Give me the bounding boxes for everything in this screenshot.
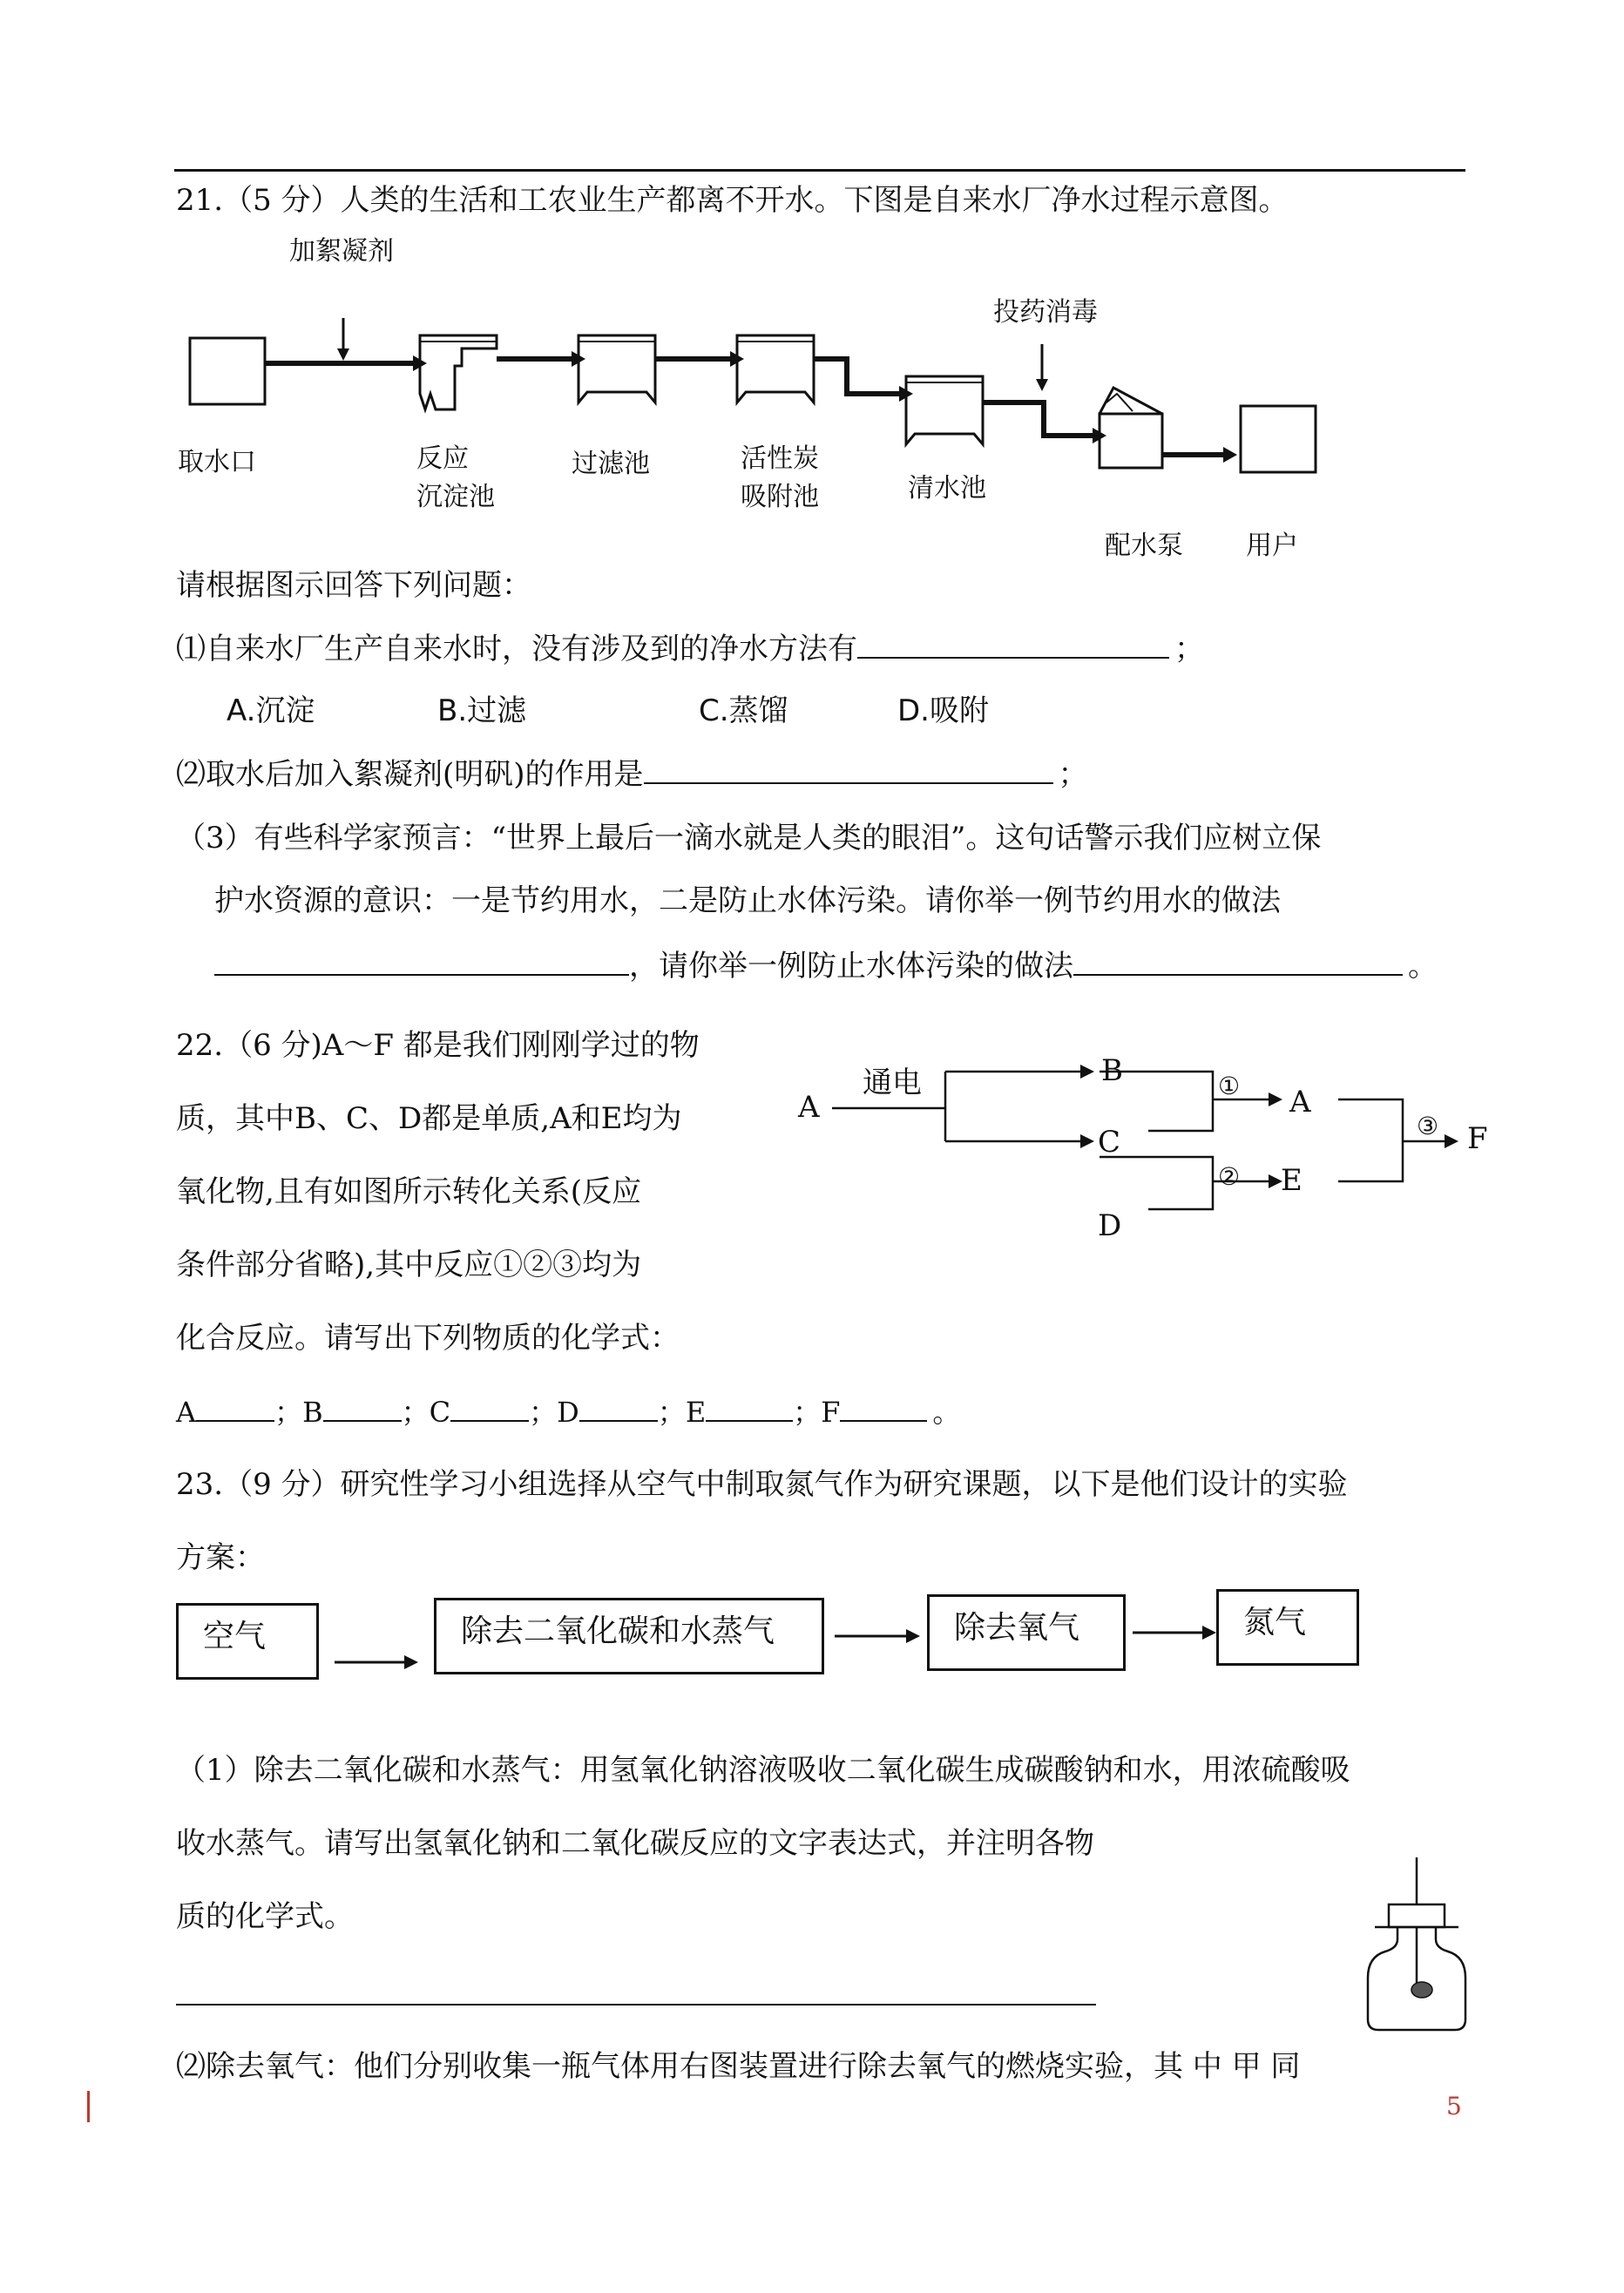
reaction-marker-3: ③: [1417, 1112, 1439, 1140]
q22-answer-d-label: ；D: [529, 1396, 579, 1429]
reaction-node-e: E: [1281, 1163, 1303, 1198]
reaction-node-a-start: A: [798, 1090, 820, 1125]
q21-option-d: D.吸附: [897, 693, 989, 728]
flow-box-remove-co2-h2o: 除去二氧化碳和水蒸气: [434, 1598, 824, 1674]
q22-line-5: 化合反应。请写出下列物质的化学式：: [176, 1321, 680, 1356]
q23-p2-line1: ⑵除去氧气：他们分别收集一瓶气体用右图装置进行除去氧气的燃烧实验，其 中 甲 同: [176, 2049, 1301, 2084]
q21-option-c: C.蒸馏: [699, 693, 788, 728]
reaction-node-c: C: [1098, 1125, 1121, 1160]
q21-q3-line2: 护水资源的意识：一是节约用水，二是防止水体污染。请你举一例节约用水的做法: [214, 883, 1281, 918]
station-clear-water: 清水池: [908, 473, 986, 504]
station-filtration: 过滤池: [572, 449, 650, 479]
q22-answer-b-label: ；B: [274, 1396, 323, 1429]
q21-option-b: B.过滤: [437, 693, 527, 728]
coagulant-label: 加絮凝剂: [289, 236, 394, 267]
q22-line-2: 质，其中B、C、D都是单质,A和E均为: [176, 1101, 682, 1136]
q22-answer-end: 。: [932, 1396, 961, 1429]
margin-mark: [87, 2091, 90, 2122]
q22-answer-f-label: ；F: [793, 1396, 841, 1429]
q23-line-1: 23.（9 分）研究性学习小组选择从空气中制取氮气作为研究课题，以下是他们设计的实验: [176, 1467, 1348, 1502]
reaction-electrolysis: 通电: [863, 1065, 922, 1100]
page-number: 5: [1446, 2092, 1462, 2121]
q23-line-2: 方案：: [176, 1540, 265, 1575]
reaction-marker-1: ①: [1218, 1072, 1241, 1100]
q22-answer-e-label: ；E: [657, 1396, 707, 1429]
flow-box-air: 空气: [176, 1603, 319, 1680]
q21-q3-end: 。: [1408, 949, 1438, 984]
q22-line-4: 条件部分省略),其中反应①②③均为: [176, 1248, 642, 1282]
station-carbon: 活性炭: [741, 443, 819, 474]
flow-box-remove-o2: 除去氧气: [927, 1594, 1126, 1671]
reaction-node-a-product: A: [1289, 1085, 1311, 1119]
q22-answer-c-label: ；C: [401, 1396, 451, 1429]
q23-p1-line2: 收水蒸气。请写出氢氧化钠和二氧化碳反应的文字表达式，并注明各物: [176, 1826, 1094, 1861]
q21-q1-end: ；: [1174, 632, 1204, 666]
station-intake: 取水口: [178, 447, 256, 477]
q21-q2-end: ；: [1058, 757, 1088, 792]
reaction-node-d: D: [1098, 1208, 1122, 1243]
station-sedimentation: 沉淀池: [416, 482, 495, 512]
station-reaction: 反应: [416, 443, 469, 474]
q21-q2-text: ⑵取水后加入絮凝剂(明矾)的作用是: [176, 757, 644, 792]
disinfect-label: 投药消毒: [993, 297, 1098, 328]
q22-line-1: 22.（6 分)A～F 都是我们刚刚学过的物: [176, 1028, 700, 1063]
reaction-marker-2: ②: [1218, 1162, 1241, 1191]
q23-p1-line3: 质的化学式。: [176, 1899, 354, 1934]
station-user: 用户: [1246, 531, 1298, 561]
q21-intro: 请根据图示回答下列问题：: [176, 568, 531, 603]
q21-option-a: A.沉淀: [227, 693, 315, 728]
q21-q3-mid: ，请你举一例防止水体污染的做法: [629, 949, 1073, 984]
flow-box-nitrogen: 氮气: [1216, 1589, 1359, 1666]
q21-q1-text: ⑴自来水厂生产自来水时，没有涉及到的净水方法有: [176, 632, 857, 666]
station-adsorption: 吸附池: [741, 482, 819, 512]
reaction-node-b: B: [1101, 1053, 1123, 1088]
q23-p1-line1: （1）除去二氧化碳和水蒸气：用氢氧化钠溶液吸收二氧化碳生成碳酸钠和水，用浓硫酸吸: [176, 1753, 1350, 1788]
q22-answer-a-label: A: [176, 1396, 197, 1429]
station-pump: 配水泵: [1105, 531, 1183, 561]
q22-line-3: 氧化物,且有如图所示转化关系(反应: [176, 1174, 642, 1209]
q21-header: 21.（5 分）人类的生活和工农业生产都离不开水。下图是自来水厂净水过程示意图。: [176, 183, 1289, 218]
q21-q3-line1: （3）有些科学家预言：“世界上最后一滴水就是人类的眼泪”。这句话警示我们应树立保: [176, 821, 1322, 856]
reaction-node-f: F: [1467, 1121, 1488, 1156]
